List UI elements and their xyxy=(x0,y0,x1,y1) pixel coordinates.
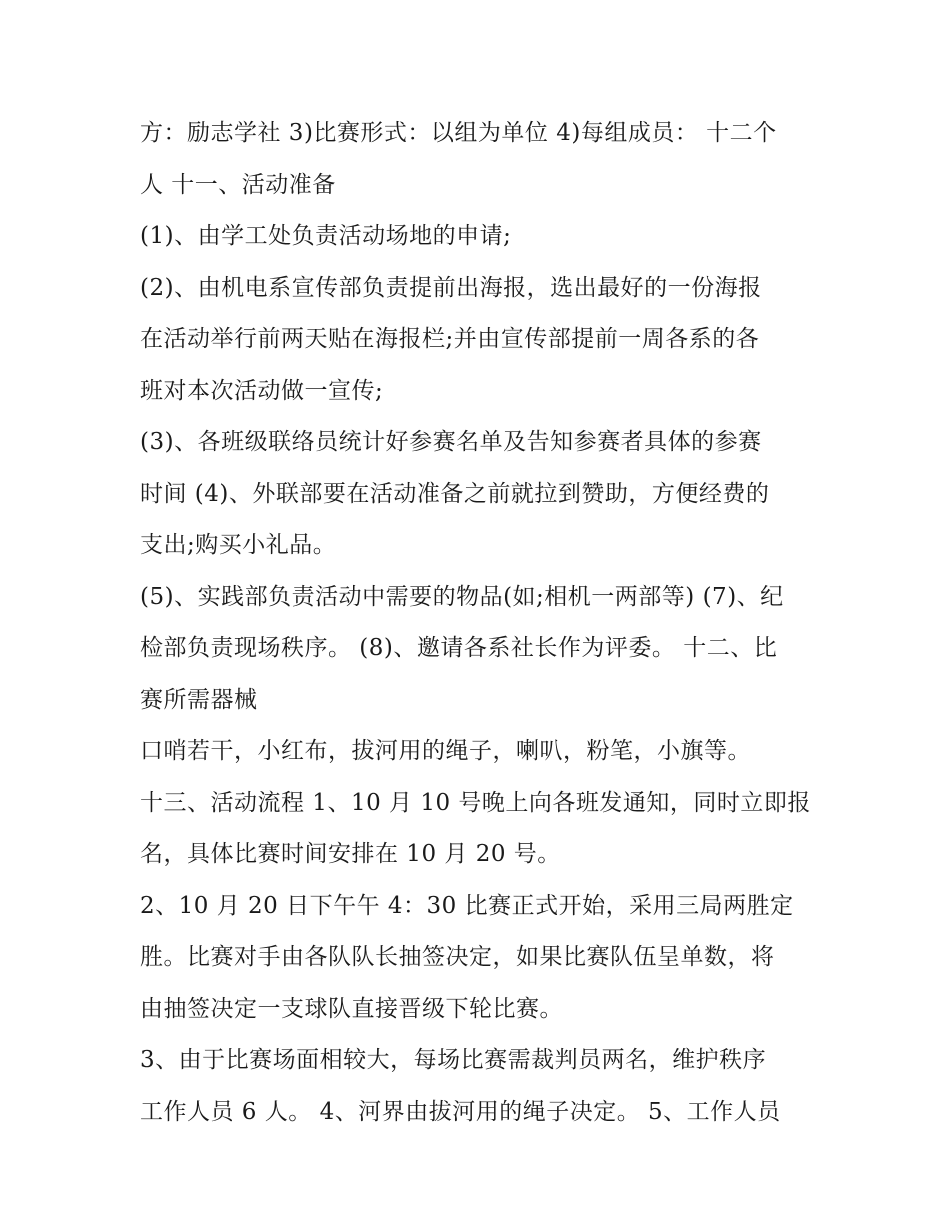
text-line: 赛所需器械 xyxy=(140,686,258,713)
text-line: 口哨若干，小红布，拔河用的绳子，喇叭，粉笔，小旗等。 xyxy=(140,738,751,764)
text-line: 名，具体比赛时间安排在 10 月 20 号。 xyxy=(140,841,561,867)
text-line: 十三、活动流程 1、10 月 10 号晚上向各班发通知，同时立即报 xyxy=(140,789,811,816)
text-line: (3)、各班级联络员统计好参赛名单及告知参赛者具体的参赛 xyxy=(140,429,762,455)
text-line: (1)、由学工处负责活动场地的申请; xyxy=(140,223,512,249)
text-line: 检部负责现场秩序。 (8)、邀请各系社长作为评委。 十二、比 xyxy=(140,635,778,661)
text-line: 人 十一、活动准备 xyxy=(140,171,336,198)
text-line: (5)、实践部负责活动中需要的物品(如;相机一两部等) (7)、纪 xyxy=(140,583,784,610)
text-line: 班对本次活动做一宣传; xyxy=(140,377,384,404)
text-line: 方：励志学社 3)比赛形式：以组为单位 4)每组成员： 十二个 xyxy=(140,120,777,146)
text-line: (2)、由机电系宣传部负责提前出海报，选出最好的一份海报 xyxy=(140,274,762,301)
text-line: 工作人员 6 人。 4、河界由拔河用的绳子决定。 5、工作人员 xyxy=(140,1098,781,1125)
text-line: 2、10 月 20 日下午午 4：30 比赛正式开始，采用三局两胜定 xyxy=(140,892,794,919)
text-line: 时间 (4)、外联部要在活动准备之前就拉到赞助，方便经费的 xyxy=(140,480,770,507)
text-line: 由抽签决定一支球队直接晋级下轮比赛。 xyxy=(140,995,563,1022)
text-line: 支出;购买小礼品。 xyxy=(140,532,337,558)
text-line: 3、由于比赛场面相较大，每场比赛需裁判员两名，维护秩序 xyxy=(140,1047,767,1073)
text-line: 在活动举行前两天贴在海报栏;并由宣传部提前一周各系的各 xyxy=(140,326,760,352)
document-body xyxy=(140,108,830,1138)
text-line: 胜。比赛对手由各队队长抽签决定，如果比赛队伍呈单数，将 xyxy=(140,944,775,970)
